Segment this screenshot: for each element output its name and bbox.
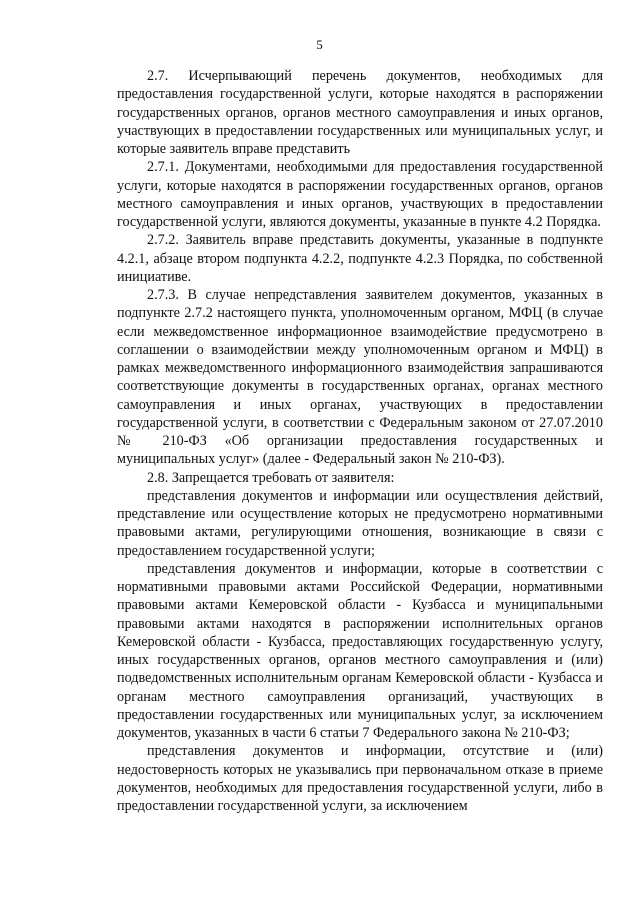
- paragraph-2-8-item-1: представления документов и информации или осуществления действий, представление или осуществление которых не предусмотрено нормативными правовыми актами, регулирующими отношения, возникающие в связи с предоставлением государственной услуги;: [117, 487, 603, 559]
- paragraph-2-8: 2.8. Запрещается требовать от заявителя:: [147, 469, 395, 486]
- page-number: 5: [316, 37, 323, 52]
- paragraph-2-7-1: 2.7.1. Документами, необходимыми для предоставления государственной услуги, которые находятся в распоряжении государственных органов, органов местного самоуправления и иных органов, участвующих в предоставлении государственной услуги, являются документы, указанные в пункте 4.2 Порядка.: [117, 159, 603, 230]
- document-body: [117, 67, 603, 815]
- paragraph-2-8-item-2: представления документов и информации, которые в соответствии с нормативными правовыми актами Российской Федерации, нормативными правовыми актами Кемеровской области - Кузбасса и муниципальными правовыми актами находятся в распоряжении исполнительных органов Кемеровской области - Кузбасса, предоставляющих государственную услугу, иных государственных органов, органов местного самоуправления и (или) подведомственных исполнительным органам Кемеровской области - Кузбасса и органам местного самоуправления организаций, участвующих в предоставлении государственных или муниципальных услуг, за исключением документов, указанных в части 6 статьи 7 Федерального закона № 210-ФЗ;: [117, 560, 603, 741]
- paragraph-2-8-item-3: представления документов и информации, отсутствие и (или) недостоверность которых не указывались при первоначальном отказе в приеме документов, необходимых для предоставления государственной услуги, либо в предоставлении государственной услуги, за исключением: [117, 743, 603, 814]
- paragraph-2-7: 2.7. Исчерпывающий перечень документов, необходимых для предоставления государственной услуги, которые находятся в распоряжении государственных органов, органов местного самоуправления и иных органов, участвующих в предоставлении государственных или муниципальных услуг, и которые заявитель вправе представить: [117, 68, 603, 157]
- paragraph-2-7-2: 2.7.2. Заявитель вправе представить документы, указанные в подпункте 4.2.1, абзаце втором подпункта 4.2.2, подпункте 4.2.3 Порядка, по собственной инициативе.: [117, 232, 603, 285]
- paragraph-2-7-3: 2.7.3. В случае непредставления заявителем документов, указанных в подпункте 2.7.2 настоящего пункта, уполномоченным органом, МФЦ (в случае если межведомственное информационное взаимодействие предусмотрено в соглашении о взаимодействии между уполномоченным органом и МФЦ) в рамках межведомственного информационного взаимодействия запрашиваются соответствующие документы в государственных органах, органах местного самоуправления и иных органах, участвующих в предоставлении государственной услуги, в соответствии с Федеральным законом от 27.07.2010 № 210-ФЗ «Об организации предоставления государственных и муниципальных услуг» (далее - Федеральный закон № 210-ФЗ).: [117, 287, 603, 468]
